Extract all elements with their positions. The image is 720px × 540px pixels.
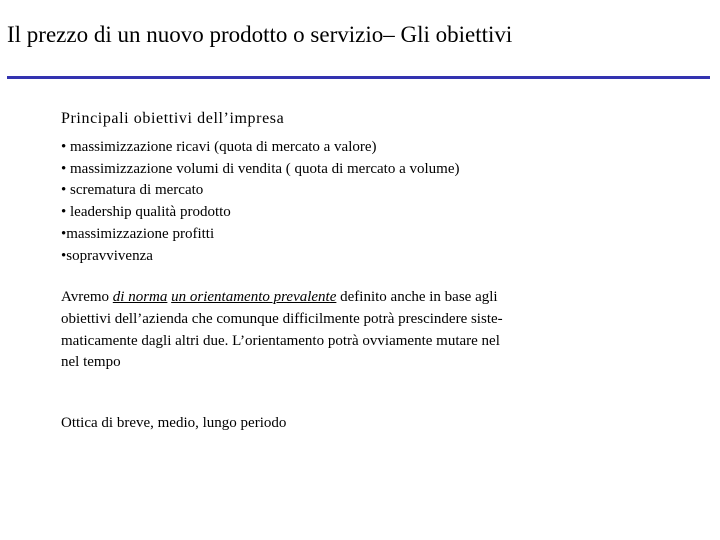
slide-content [61, 108, 621, 374]
list-item: • massimizzazione ricavi (quota di mercato a valore) [61, 139, 377, 155]
list-item: • massimizzazione volumi di vendita ( quota di mercato a volume) [61, 160, 460, 177]
paragraph-line-4: nel tempo [61, 354, 121, 371]
list-item: • scrematura di mercato [61, 182, 204, 199]
paragraph-line-1 [61, 287, 621, 309]
footer-note: Ottica di breve, medio, lungo periodo [61, 415, 287, 431]
emphasis-orientamento: un orientamento prevalente [171, 289, 337, 306]
list-item: •sopravvivenza [61, 247, 153, 264]
emphasis-di-norma: di norma [112, 289, 168, 306]
title-divider [7, 76, 710, 79]
list-item: • leadership qualità prodotto [61, 204, 231, 221]
list-item: •massimizzazione profitti [61, 225, 215, 242]
objectives-list [61, 137, 621, 267]
section-heading: Principali obiettivi dell’impresa [61, 110, 285, 127]
slide-title: Il prezzo di un nuovo prodotto o servizio– Gli obiettivi [7, 22, 513, 47]
orientation-paragraph [61, 287, 621, 374]
paragraph-tail: definito anche in base agli [336, 289, 498, 306]
paragraph-line-2: obiettivi dell’azienda che comunque difficilmente potrà prescindere siste- [61, 310, 503, 327]
paragraph-line-3: maticamente dagli altri due. L’orientamento potrà ovviamente mutare nel [61, 332, 500, 349]
paragraph-lead: Avremo [61, 289, 113, 306]
